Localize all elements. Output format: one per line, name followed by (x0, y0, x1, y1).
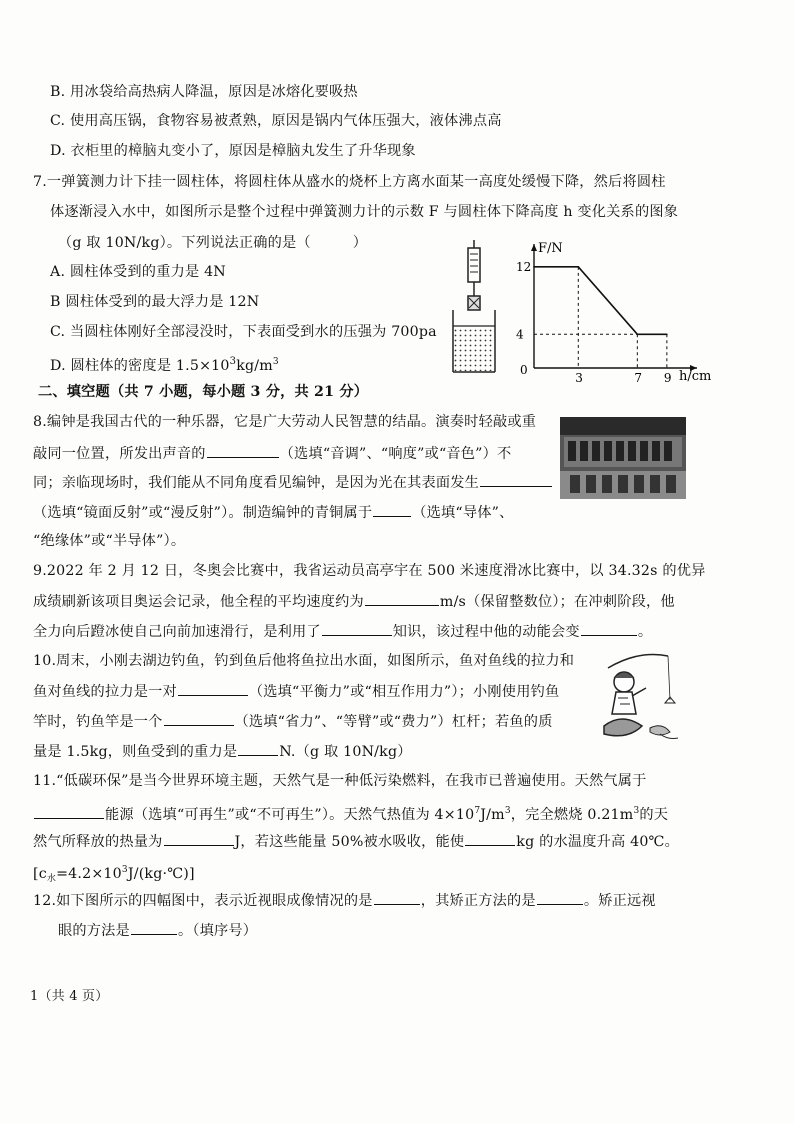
q7-stem-line3 (58, 233, 367, 253)
q11-line4-b: =4.2×10 (56, 866, 122, 882)
q7-option-c: C. 当圆柱体刚好全部浸没时，下表面受到水的压强为 700pa (50, 324, 437, 340)
q6-option-b: B. 用冰袋给高热病人降温，原因是冰熔化要吸热 (50, 84, 358, 100)
origin-label: 0 (520, 363, 528, 377)
q11-line4-a: [c (33, 866, 47, 882)
q9-line2-b: m/s（保留整数位）；在冲刺阶段，他 (439, 594, 675, 610)
q12-blank-2[interactable] (537, 890, 583, 905)
q10-line4 (33, 741, 412, 762)
q10-line2-a: 鱼对鱼线的拉力是一对 (33, 684, 177, 700)
q11-line4 (33, 860, 195, 889)
y-axis-label: F/N (538, 241, 563, 256)
q11-line2-c: ，完全燃烧 0.21m (510, 807, 634, 823)
q8-line1: 8.编钟是我国古代的一种乐器，它是广大劳动人民智慧的结晶。演奏时轻敲或重 (33, 414, 537, 430)
q6-option-d: D. 衣柜里的樟脑丸变小了，原因是樟脑丸发生了升华现象 (50, 143, 416, 159)
x-tick-label-9: 9 (663, 371, 672, 385)
q11-exp-3c: 3 (121, 865, 128, 875)
q8-line4-a: （选填“镜面反射”或“漫反射”）。制造编钟的青铜属于 (33, 505, 373, 521)
q9-blank-2[interactable] (322, 621, 392, 636)
page-footer: 1（共 4 页） (30, 989, 109, 1004)
q10-line3-a: 竿时，钓鱼竿是一个 (33, 714, 163, 730)
q11-blank-1[interactable] (34, 804, 104, 819)
q12-line1-a: 12.如下图所示的四幅图中，表示近视眼成像情况的是 (33, 893, 373, 909)
q11-water-sub: 水 (46, 874, 57, 884)
q8-line3-a: 同；亲临现场时，我们能从不同角度看见编钟，是因为光在其表面发生 (33, 475, 480, 491)
q12-line1-c: 。矫正远视 (583, 893, 656, 909)
q9-line2 (33, 591, 675, 612)
q9-line3-b: 知识，该过程中他的动能会变 (392, 624, 580, 640)
q9-line1: 9.2022 年 2 月 12 日，冬奥会比赛中，我省运动员高亭宇在 500 米速度滑冰比赛中，以 34.32s 的优异 (33, 563, 706, 579)
q12-line2 (58, 920, 257, 941)
fishing-boy-illustration (598, 648, 690, 746)
section-2-heading: 二、填空题（共 7 小题，每小题 3 分，共 21 分） (38, 384, 369, 400)
q11-line2 (33, 801, 668, 825)
q11-blank-2[interactable] (164, 831, 234, 846)
q11-exp-3a: 3 (504, 806, 511, 816)
q11-exp-7: 7 (474, 806, 481, 816)
q9-line3 (33, 621, 652, 642)
q7-option-d-unit-exp: 3 (272, 357, 279, 367)
q8-line3 (33, 472, 553, 493)
q7-option-d (50, 352, 279, 376)
y-tick-label-12: 12 (516, 259, 532, 274)
force-height-chart (512, 238, 712, 385)
q11-line4-c: J/(kg·℃)] (127, 866, 195, 882)
q9-line3-c: 。 (637, 624, 653, 640)
q7-stem-line3-text: （g 取 10N/kg）。下列说法正确的是（ (58, 235, 311, 251)
q9-line2-a: 成绩刷新该项目奥运会记录，他全程的平均速度约为 (33, 594, 364, 610)
q7-option-d-exp: 3 (229, 356, 237, 367)
q11-line2-b: J/m (480, 807, 505, 823)
x-axis-label: h/cm (679, 369, 712, 384)
q8-line2-a: 敲同一位置，所发出声音的 (33, 446, 206, 462)
q7-paren-close: ） (352, 235, 368, 251)
q8-line4 (33, 502, 513, 523)
q10-line2 (33, 681, 559, 702)
q7-option-a: A. 圆柱体受到的重力是 4N (50, 264, 226, 280)
q7-option-d-text: D. 圆柱体的密度是 1.5×10 (50, 358, 230, 374)
q10-line3 (33, 711, 553, 732)
q12-line2-a: 眼的方法是 (58, 923, 130, 939)
spring-scale-beaker-figure (448, 238, 504, 374)
q11-line1: 11.“低碳环保”是当今世界环境主题，天然气是一种低污染燃料，在我市已普遍使用。天然气属于 (33, 773, 647, 789)
q12-line2-b: 。（填序号） (177, 923, 258, 939)
y-tick-label-4: 4 (516, 327, 524, 342)
q10-blank-2[interactable] (164, 711, 234, 726)
chart-labels (516, 241, 711, 385)
q7-option-b: B 圆柱体受到的最大浮力是 12N (50, 294, 260, 310)
q9-line3-a: 全力向后蹬冰使自己向前加速滑行，是利用了 (33, 624, 321, 640)
q10-line4-a: 量是 1.5kg，则鱼受到的重力是 (33, 744, 238, 760)
q12-line1-b: ，其矫正方法的是 (420, 893, 536, 909)
q12-blank-1[interactable] (374, 890, 420, 905)
q8-blank-1[interactable] (207, 443, 279, 458)
chart-marks (533, 266, 667, 368)
q10-line2-b: （选填“平衡力”或“相互作用力”）；小刚使用钓鱼 (248, 684, 560, 700)
q12-line1 (33, 890, 656, 911)
q7-stem-line2: 体逐渐浸入水中，如图所示是整个过程中弹簧测力计的示数 F 与圆柱体下降高度 h 变化关系的图象 (50, 204, 679, 220)
q9-blank-1[interactable] (365, 591, 439, 606)
q9-blank-3[interactable] (581, 621, 637, 636)
q7-stem-line1: 7.一弹簧测力计下挂一圆柱体，将圆柱体从盛水的烧杯上方离水面某一高度处缓慢下降，然后将圆柱 (33, 174, 666, 190)
x-tick-label-3: 3 (575, 371, 583, 385)
q11-line3-a: 然气所释放的热量为 (33, 834, 163, 850)
q11-line3-b: J，若这些能量 50%被水吸收，能使 (234, 834, 465, 850)
q10-blank-3[interactable] (238, 741, 278, 756)
x-tick-label-7: 7 (634, 371, 642, 385)
y-axis-arrow (531, 244, 537, 251)
q8-blank-2[interactable] (480, 472, 552, 487)
q10-line4-b: N.（g 取 10N/kg） (279, 744, 412, 760)
q11-blank-3[interactable] (465, 831, 515, 846)
q6-option-c: C. 使用高压锅，食物容易被煮熟，原因是锅内气体压强大，液体沸点高 (50, 113, 502, 129)
q10-line1: 10.周末，小刚去湖边钓鱼，钓到鱼后他将鱼拉出水面，如图所示，鱼对鱼线的拉力和 (33, 653, 575, 669)
q7-option-d-unit: kg/m (236, 358, 273, 374)
q8-line2-b: （选填“音调”、“响度”或“音色”）不 (279, 446, 512, 462)
q10-line3-b: （选填“省力”、“等臂”或“费力”）杠杆；若鱼的质 (234, 714, 553, 730)
q8-line4-b: （选填“导体”、 (412, 505, 514, 521)
q11-line2-a: 能源（选填“可再生”或“不可再生”）。天然气热值为 4×10 (105, 807, 475, 823)
q12-blank-3[interactable] (131, 920, 177, 935)
bianzhong-photo (560, 417, 686, 499)
q11-exp-3b: 3 (633, 806, 640, 816)
series-line (534, 267, 667, 334)
q8-line2 (33, 443, 511, 464)
q11-line2-d: 的天 (639, 807, 669, 823)
q11-line3 (33, 831, 679, 852)
q10-blank-1[interactable] (178, 681, 248, 696)
q11-line3-c: kg 的水温度升高 40℃。 (516, 834, 680, 850)
q8-line5: “绝缘体”或“半导体”）。 (33, 533, 186, 549)
q8-blank-3[interactable] (373, 502, 411, 517)
